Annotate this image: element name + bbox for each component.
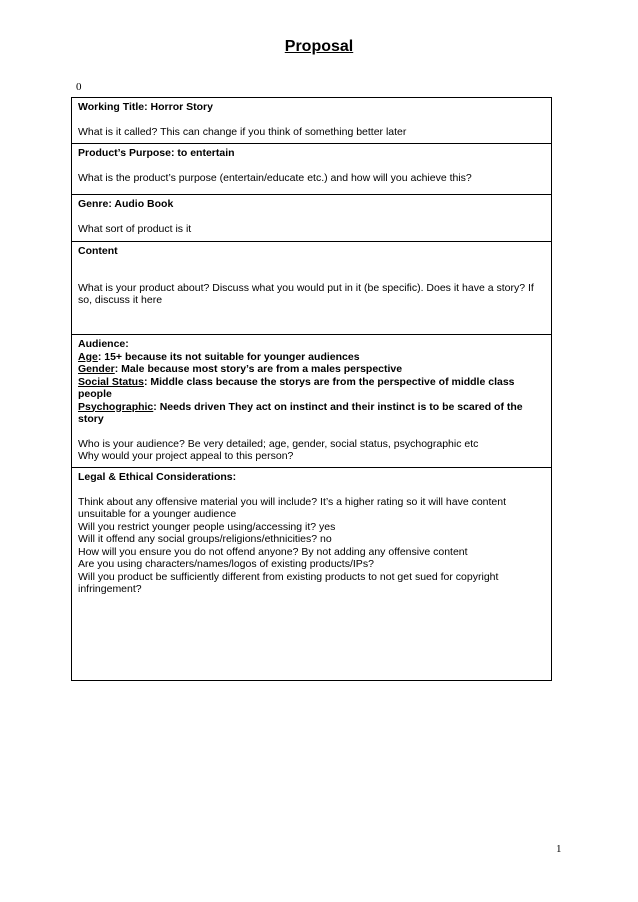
working-title-section <box>72 98 551 144</box>
legal-line: Will you product be sufficiently different from existing products to not get sued for copyright <box>78 570 499 583</box>
legal-line: How will you ensure you do not offend anyone? By not adding any offensive content <box>78 545 468 558</box>
legal-line: Will you restrict younger people using/accessing it? yes <box>78 520 336 533</box>
genre-prompt: What sort of product is it <box>78 222 192 235</box>
social-status-label: Social Status <box>78 375 144 388</box>
psychographic-text-cont: story <box>78 413 104 425</box>
audience-gender <box>78 363 545 376</box>
legal-line: Are you using characters/names/logos of existing products/IPs? <box>78 558 374 570</box>
page-number: 1 <box>556 843 562 855</box>
age-label: Age <box>78 350 98 363</box>
audience-prompt-line2: Why would your project appeal to this person? <box>78 450 294 462</box>
psychographic-text: : Needs driven They act on instinct and their instinct is to be scared of the <box>153 400 523 413</box>
genre-section <box>72 195 551 242</box>
audience-age <box>78 351 545 364</box>
gender-text: : Male because most story’s are from a males perspective <box>114 363 403 375</box>
audience-social-status <box>78 376 545 389</box>
audience-heading: Audience: <box>78 338 129 350</box>
legal-heading: Legal & Ethical Considerations: <box>78 471 237 483</box>
legal-line: Think about any offensive material you will include? It’s a higher rating so it will have content <box>78 495 507 508</box>
social-status-text-cont: people <box>78 388 112 400</box>
page-title: Proposal <box>284 38 354 55</box>
legal-line: Will it offend any social groups/religions/ethnicities? no <box>78 533 332 545</box>
age-text: : 15+ because its not suitable for younger audiences <box>97 350 360 363</box>
proposal-table <box>71 97 552 681</box>
audience-prompt-line1: Who is your audience? Be very detailed; age, gender, social status, psychographic etc <box>78 437 479 450</box>
field-marker: 0 <box>76 81 82 93</box>
genre-heading: Genre: Audio Book <box>78 198 174 210</box>
legal-section <box>72 468 551 680</box>
content-prompt-line1: What is your product about? Discuss what you would put in it (be specific). Does it have a story? If <box>78 281 534 294</box>
psychographic-label: Psychographic <box>78 400 154 413</box>
working-title-heading: Working Title: Horror Story <box>78 101 213 113</box>
content-heading: Content <box>78 245 118 257</box>
legal-line: infringement? <box>78 583 142 595</box>
gender-label: Gender <box>78 363 115 375</box>
purpose-prompt: What is the product’s purpose (entertain/educate etc.) and how will you achieve this? <box>78 171 472 184</box>
audience-section <box>72 335 551 468</box>
content-section <box>72 242 551 335</box>
audience-psychographic <box>78 401 545 414</box>
legal-line: unsuitable for a younger audience <box>78 508 237 520</box>
purpose-heading: Product’s Purpose: to entertain <box>78 147 235 159</box>
purpose-section <box>72 144 551 195</box>
working-title-prompt: What is it called? This can change if you think of something better later <box>78 125 407 138</box>
content-prompt-line2: so, discuss it here <box>78 294 163 306</box>
social-status-text: : Middle class because the storys are from the perspective of middle class <box>143 375 515 388</box>
